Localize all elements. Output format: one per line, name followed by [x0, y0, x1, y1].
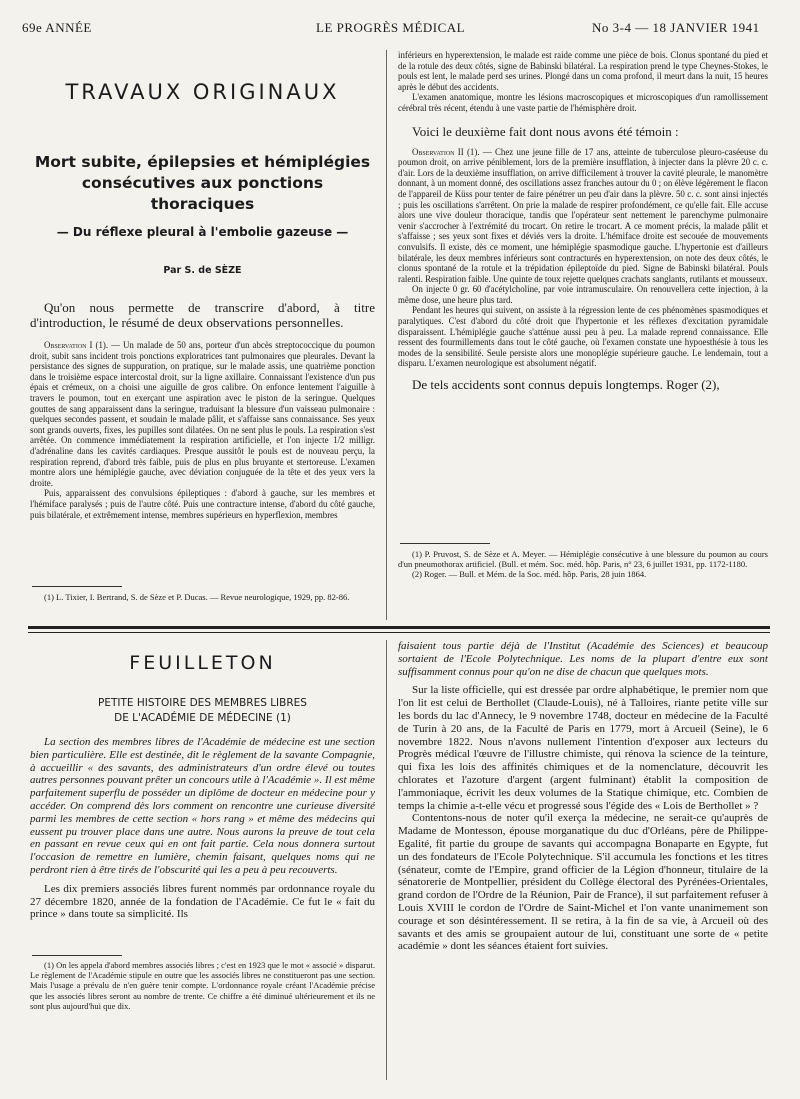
footnote-left-text: (1) L. Tixier, I. Bertrand, S. de Sèze et P. Ducas. — Revue neurologique, 1929, pp. 82-86. [44, 592, 350, 602]
feuilleton-first-members: Les dix premiers associés libres furent nommés par ordonnance royale du 27 décembre 1820, année de la fondation de l'Académie. Ce fut le « fait du prince » dans toute sa simplicité. Ils [30, 882, 375, 921]
column-divider-bottom [386, 640, 387, 1080]
observation-2-paragraph [398, 147, 768, 285]
feuilleton-separator-thick [28, 626, 770, 629]
feuilleton-berthollet: Sur la liste officielle, qui est dressée par ordre alphabétique, le premier nom que l'on lit est celui de Berthollet (Claude-Louis), né à Talloires, riante petite ville sur les bords du lac d'Annecy, le 9 novembre 1748, docteur en médecine de la Faculté de Turin à 20 ans, de la Faculté de Paris en 1779, mort à Arcueil (Seine), le 6 novembre 1822. Nous n'avons nullement l'intention d'exposer aux lecteurs du Progrès médical l'œuvre de l'illustre chimiste, qui rénova la science de la teinture, qui fixa les lois des affinités chimiques et de la nomenclature, découvrit les chlorates et l'azoture d'argent (argent fulminant) établit la composition de l'ammoniaque, écrivit les deux volumes de la Statique chimique, etc. Combien de temps la chimie a-t-elle vécu et progressé sous l'égide des « Lois de Berthollet » ? [398, 684, 768, 812]
header-year: 69e ANNÉE [22, 20, 92, 35]
article-author: Par S. de SÈZE [163, 265, 242, 276]
feuilleton-footnote-text: (1) On les appela d'abord membres associés libres ; c'est en 1923 que le mot « associé » disparut. Le règlement de l'Académie stipule en outre que les associés libres ne constitueront pas une section. Mais l'usage a prévalu de n'en guère tenir compte. L'ordonnance royale créant l'Académie précise que les associés libres seront au nombre de trente. Ce chiffre a été diminué ultérieurement et ils ne sont plus aujourd'hui que dix. [30, 960, 375, 1011]
header-journal-title: LE PROGRÈS MÉDICAL [316, 20, 466, 35]
header-issue-date: No 3-4 — 18 JANVIER 1941 [592, 20, 760, 35]
article-conclusion: De tels accidents sont connus depuis longtemps. Roger (2), [412, 377, 720, 393]
section-title-feuilleton: FEUILLETON [129, 652, 276, 674]
section-title-travaux: TRAVAUX ORIGINAUX [65, 80, 340, 104]
observation-1-paragraph [30, 340, 375, 488]
observation-1-continuation: Puis, apparaissent des convulsions épileptiques : d'abord à gauche, sur les membres et l'hémiface paralysés ; puis de l'autre côté. Puis une contracture intense, d'abord du côté gauche, puis bilatérale, et extrêmement intense, membres supérieurs en hyperflexion, membres [30, 488, 375, 520]
footnotes-right [398, 549, 768, 619]
article-title-line1: Mort subite, épilepsies et hémiplégies [34, 153, 371, 171]
feuilleton-continuation: faisaient tous partie déjà de l'Institut (Académie des Sciences) et beaucoup sortaient de l'Ecole Polytechnique. Les noms de la plupart d'entre eux sont suffisamment connus pour qu'on ne dise de chacun que quelques mots. [398, 640, 768, 678]
article-left-column [30, 50, 375, 618]
article-subtitle: — Du réflexe pleural à l'embolie gazeuse — [56, 225, 349, 239]
observation-2-injection: On injecte 0 gr. 60 d'acétylcholine, par voie intramusculaire. On renouvellera cette injection, à la même dose, une heure plus tard. [398, 284, 768, 305]
footnote-right-2: (2) Roger. — Bull. et Mém. de la Soc. méd. hôp. Paris, 28 juin 1864. [412, 569, 647, 580]
article-title-line2: consécutives aux ponctions thoraciques [81, 174, 324, 213]
observation-1-end: inférieurs en hyperextension, le malade est raide comme une pièce de bois. Clonus spontané du pied et de la rotule des deux côtés, signe de Babinski bilatéral. La respiration prend le type Cheynes-Stokes, le pouls est lent, le malade perd ses urines. Plongé dans un coma profond, il meurt dans la nuit, 15 heures après le début des accidents. [398, 50, 768, 92]
feuilleton-footnote [30, 960, 375, 1080]
feuilleton-right-column [398, 640, 768, 1085]
feuilleton-berthollet-career: Contentons-nous de noter qu'il exerça la médecine, ne serait-ce qu'auprès de Madame de Montesson, épouse morganatique du duc d'Orléans, père de Philippe-Egalité, fit partie du groupe de savants qui accompagna Bonaparte en Egypte, fut un des fondateurs de l'Ecole Polytechnique. S'il accumula les fonctions et les titres (sénateur, comte de l'Empire, grand officier de la Légion d'honneur, titulaire de la sénatorerie de Montpellier, président du Collège électoral des Pyrénées-Orientales, grand cordon de l'Ordre de la Réunion, Pair de France), il sut parfaitement refuser à Louis XVIII le cordon de l'Ordre de Saint-Michel et l'on vante unanimement son courage et son désintéressement. Il se retira, à la fin de sa vie, à Arcueil où des savants et des amis se groupaient autour de lui, constituant une sorte de « petite académie » dont les séances étaient fort suivies. [398, 812, 768, 953]
observation-1-label: Observation I (1). [44, 340, 109, 350]
feuilleton-title-line2: DE L'ACADÉMIE DE MÉDECINE (1) [114, 712, 291, 724]
footnote-right-1: (1) P. Pruvost, S. de Sèze et A. Meyer. — Hémiplégie consécutive à une blessure du poumon au cours d'un pneumothorax artificiel. (Bull. et mém. Soc. méd. hôp. Paris, n° 23, 6 juillet 1931, pp. 1172-1180. [398, 549, 768, 570]
observation-2-label: Observation II (1). [412, 146, 480, 157]
column-divider-top [386, 50, 387, 620]
article-right-column [398, 50, 768, 558]
footnote-rule-left [32, 586, 122, 587]
second-case-intro: Voici le deuxième fait dont nous avons été témoin : [412, 123, 679, 139]
feuilleton-intro: La section des membres libres de l'Académie de médecine est une section bien particulière. Elle est destinée, dit le règlement de la savante Compagnie, à accueillir « des savants, des administrateurs d'un ordre élevé ou toutes autres personnes pouvant prêter un concours utile à l'Académie ». Il est même parfaitement superflu de posséder un diplôme de docteur en médecine pour y accéder. On comprend dès lors comment on rencontre une curieuse diversité parmi les membres de cette section « hors rang » et même des médecins qui eussent pu trouver place dans une autre. Nous aurons la preuve de tout cela en passant en revue ceux qui en ont fait partie. Cela nous donnera surtout l'occasion de remettre en lumière, chemin faisant, quelques noms qui ne perdront rien à être tirés de l'obscurité qui les a peu à peu recouverts. [30, 736, 375, 876]
footnote-rule-right [400, 543, 490, 544]
observation-2-text: — Chez une jeune fille de 17 ans, atteinte de tuberculose pleuro-caséeuse du poumon droit, on arrive péniblement, lors de la première insufflation, à injecter dans la plèvre 20 c. c. d'air. Lors de la deuxième insufflation, on arrive difficilement à trouver la cavité pleurale, le manomètre donnant, à un moment donné, des oscillations assez franches autour du 0 ; on élève légèrement le flacon de l'appareil de Küss pour tenter de faire pénétrer un peu d'air dans la plèvre. 50 c. c. sont ainsi injectés ; puis les oscillations s'arrêtent. On prie la malade de respirer profondément, ce qu'elle fait. Elle accuse alors une vive douleur thoracique, tandis que l'opérateur sent nettement le parenchyme pulmonaire venir s'accrocher à l'extrémité du trocart. On retire le trocart. A ce moment précis, la malade pâlit et s'affaisse ; ses yeux sont fixes et déviés vers la droite. L'hémiface droite est secouée de mouvements convulsifs. Il existe, dès ce moment, une hémiplégie spasmodique gauche. L'hypertonie est d'ailleurs bilatérale, les deux membres inférieurs sont contracturés en hyperextension, on note des deux côtés, le clonus spontané de la rotule et la trépidation épileptoïde du pied. Signe de Babinski bilatéral. Pouls ralenti. Respiration faible. Une quinte de toux rejette quelques crachats sanglants, rutilants et mousseux. [398, 146, 768, 284]
autopsy-paragraph: L'examen anatomique, montre les lésions macroscopiques et microscopiques d'un ramollissement cérébral très récent, étendu à une vaste partie de l'hémisphère droit. [398, 92, 768, 113]
feuilleton-footnote-rule [32, 955, 122, 956]
footnote-left [30, 592, 375, 618]
article-intro: Qu'on nous permette de transcrire d'abord, à titre d'introduction, le résumé de deux observations personnelles. [30, 300, 375, 330]
observation-2-regression: Pendant les heures qui suivent, on assiste à la régression lente de ces phénomènes spasmodiques et paralytiques. C'est d'abord du côté droit que l'hypertonie et les réflexes d'excitation pyramidale disparaissent. L'hémiplégie gauche s'atténue aussi peu à peu. La malade reprend connaissance. Elle ressent des fourmillements dans tout le côté gauche, où l'examen constate une hypoesthésie à tous les modes de la sensibilité. Seule persiste alors une monoplégie supérieure gauche. Le lendemain, tout a disparu. L'examen neurologique est absolument négatif. [398, 305, 768, 369]
feuilleton-separator-thin [28, 632, 770, 633]
feuilleton-title-line1: PETITE HISTOIRE DES MEMBRES LIBRES [98, 697, 307, 709]
observation-1-text: — Un malade de 50 ans, porteur d'un abcès streptococcique du poumon droit, subit sans incident trois ponctions exploratrices tant pulmonaires que pleurales. Devant la persistance des signes de suppuration, on pratique, sur le malade assis, une quatrième ponction dans le troisième espace intercostal droit, sur la ligne axillaire. Connaissant l'existence d'un pus épais et crémeux, on a choisi une aiguille de gros calibre. On enfonce lentement l'aiguille à travers le poumon, tout en exerçant une aspiration avec le piston de la seringue. Quelques gouttes de sang apparaissent dans la seringue, traduisant la blessure d'un vaisseau pulmonaire : quelques secondes passent, et soudain le malade pâlit, et s'affaisse sans connaissance. Ses yeux sont grands ouverts, fixes, les pupilles sont dilatées. On ne sent plus le pouls. La respiration s'est arrêtée. On commence immédiatement la respiration artificielle, et l'on injecte 1/2 milligr. d'adrénaline dans les cavités cardiaques. Presque aussitôt le pouls est de nouveau perçu, la respiration reprend, d'abord très faible, puis de plus en plus bruyante et stertoreuse. L'examen montre alors une hémiplégie gauche, avec déviation conjuguée de la tête et des yeux vers la droite. [30, 340, 375, 488]
feuilleton-left-column [30, 640, 375, 952]
